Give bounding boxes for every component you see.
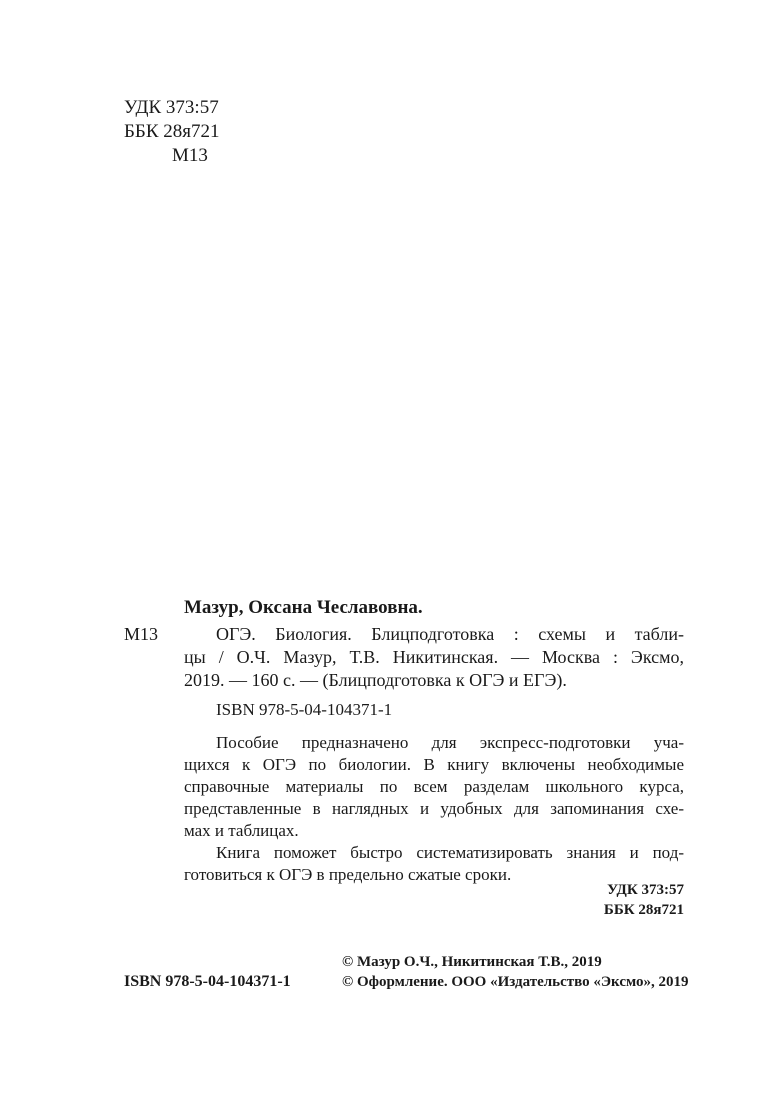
- record-isbn: ISBN 978-5-04-104371-1: [216, 700, 393, 719]
- record-author-mark: М13: [124, 624, 159, 644]
- header-bbk: ББК 28я721: [124, 121, 220, 142]
- record-title-line-2: цы / О.Ч. Мазур, Т.В. Никитинская. — Москва : Эксмо,: [184, 647, 684, 667]
- header-udk: УДК 373:57: [124, 97, 219, 118]
- annotation-line-5: мах и таблицах.: [184, 821, 299, 840]
- record-title-line-3: 2019. — 160 с. — (Блицподготовка к ОГЭ и ЕГЭ).: [184, 670, 567, 690]
- copyright-authors: © Мазур О.Ч., Никитинская Т.В., 2019: [342, 954, 602, 970]
- annotation-line-1: Пособие предназначено для экспресс-подготовки уча-: [216, 733, 684, 752]
- record-title-line-1: ОГЭ. Биология. Блицподготовка : схемы и табли-: [216, 624, 684, 644]
- classification-udk: УДК 373:57: [607, 882, 684, 898]
- annotation-line-7: готовиться к ОГЭ в предельно сжатые сроки.: [184, 865, 512, 884]
- header-author-mark: М13: [172, 145, 208, 166]
- annotation-line-4: представленные в наглядных и удобных для запоминания схе-: [184, 799, 684, 818]
- annotation-line-3: справочные материалы по всем разделам школьного курса,: [184, 777, 684, 796]
- footer-isbn: ISBN 978-5-04-104371-1: [124, 973, 291, 990]
- copyright-design: © Оформление. ООО «Издательство «Эксмо», 2019: [342, 974, 689, 990]
- classification-bbk: ББК 28я721: [603, 902, 684, 918]
- record-author: Мазур, Оксана Чеславовна.: [184, 597, 423, 618]
- annotation-line-6: Книга поможет быстро систематизировать знания и под-: [216, 843, 684, 862]
- annotation-line-2: щихся к ОГЭ по биологии. В книгу включены необходимые: [184, 755, 684, 774]
